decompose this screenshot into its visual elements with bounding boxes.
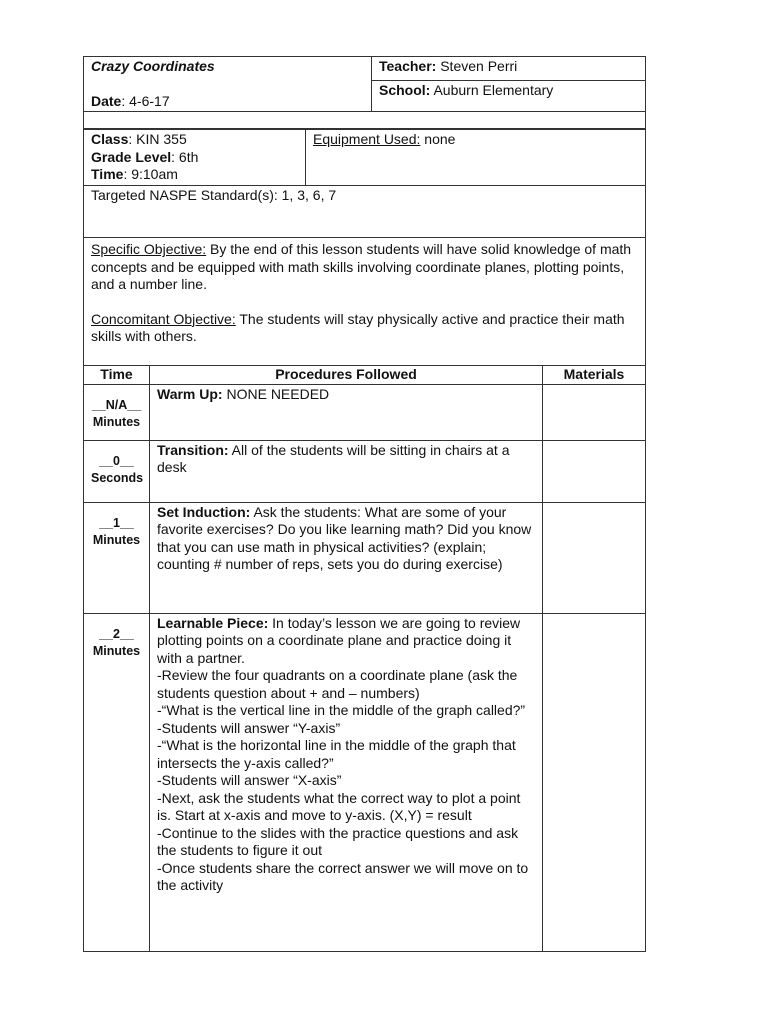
standards-cell (84, 186, 646, 238)
specific-objective (91, 241, 638, 294)
time-amount: __0__ (99, 453, 134, 468)
materials-cell (543, 440, 646, 502)
procedure-step: -Continue to the slides with the practice questions and ask the students to figure it out (157, 824, 519, 858)
procedure-intro (157, 615, 535, 668)
equipment-value: none (420, 131, 456, 147)
materials-cell (543, 613, 646, 951)
procedure-cell (150, 502, 543, 613)
procedures-header-row (84, 366, 646, 385)
time-unit: Minutes (92, 533, 141, 547)
specific-objective-text: By the end of this lesson students will have solid knowledge of math concepts and be equipped with math skills involving coordinate planes, plotting points, and a number line. (91, 241, 632, 292)
equipment-cell (306, 129, 646, 186)
procedure-step: -“What is the horizontal line in the middle of the graph that intersects the y-axis called?” (157, 737, 516, 771)
materials-header: Materials (543, 366, 646, 385)
lesson-title-cell (84, 57, 372, 112)
procedures-table (83, 365, 646, 952)
lesson-title: Crazy Coordinates (91, 58, 215, 74)
time-unit: Minutes (92, 415, 141, 429)
time-amount: __2__ (99, 626, 134, 641)
procedure-step: -Review the four quadrants on a coordinate plane (ask the students question about + and – numbers) (157, 667, 518, 701)
grade-label: Grade Level (91, 148, 172, 165)
spacer-row (84, 112, 646, 130)
time-cell (84, 440, 150, 502)
time-unit: Minutes (92, 644, 141, 658)
procedure-label: Warm Up: (157, 385, 223, 402)
procedure-label: Transition: (157, 441, 229, 458)
time-amount: __N/A__ (91, 397, 142, 412)
class-value: : KIN 355 (128, 131, 187, 147)
date-label: Date (91, 92, 122, 109)
procedures-header: Procedures Followed (150, 366, 543, 385)
date-value: : 4-6-17 (121, 92, 170, 109)
equipment-label: Equipment Used: (313, 131, 421, 147)
class-info-cell (84, 129, 306, 186)
time-cell (84, 384, 150, 440)
specific-objective-label: Specific Objective: (91, 241, 207, 257)
procedure-cell (150, 384, 543, 440)
time-cell (84, 502, 150, 613)
grade-value: : 6th (171, 148, 199, 165)
materials-cell (543, 384, 646, 440)
time-line (91, 166, 298, 184)
procedure-step: -“What is the vertical line in the middle of the graph called?” (157, 702, 526, 718)
time-amount: __1__ (99, 515, 134, 530)
table-row (84, 613, 646, 951)
time-label: Time (91, 166, 124, 182)
objectives-cell (84, 238, 646, 366)
procedure-text: NONE NEEDED (222, 385, 330, 402)
procedure-step: -Next, ask the students what the correct way to plot a point is. Start at x-axis and move to y-axis. (X,Y) = result (157, 789, 521, 823)
time-value: : 9:10am (123, 166, 178, 182)
class-info-table (83, 128, 646, 366)
school-label: School: (379, 82, 431, 99)
procedure-label: Set Induction: (157, 503, 251, 520)
table-row (84, 440, 646, 502)
table-row (84, 502, 646, 613)
date-line (91, 93, 364, 111)
time-header: Time (84, 366, 150, 385)
school-cell (372, 81, 646, 112)
school-value: Auburn Elementary (430, 82, 554, 99)
time-cell (84, 613, 150, 951)
class-line (91, 131, 298, 149)
teacher-cell (372, 57, 646, 81)
procedure-step: -Students will answer “Y-axis” (157, 719, 341, 736)
concomitant-objective (91, 311, 638, 346)
time-unit: Seconds (91, 471, 144, 485)
procedure-text: Ask the students: What are some of your favorite exercises? Do you like learning math? Did you know that you can use math in physical activities? (explain; counting # number of reps, sets you do during exercise) (157, 503, 532, 572)
concomitant-objective-label: Concomitant Objective: (91, 310, 236, 327)
grade-line (91, 149, 298, 167)
procedure-cell (150, 440, 543, 502)
procedure-step: -Students will answer “X-axis” (157, 772, 342, 788)
teacher-value: Steven Perri (436, 58, 518, 74)
header-table (83, 56, 646, 130)
table-row (84, 384, 646, 440)
procedure-label: Learnable Piece: (157, 614, 269, 631)
procedure-cell (150, 613, 543, 951)
procedure-text: All of the students will be sitting in chairs at a desk (157, 441, 510, 475)
procedure-step: -Once students share the correct answer we will move on to the activity (157, 859, 529, 893)
concomitant-objective-text: The students will stay physically active and practice their math skills with others. (91, 310, 625, 344)
standards-text: Targeted NASPE Standard(s): 1, 3, 6, 7 (91, 187, 337, 203)
materials-cell (543, 502, 646, 613)
class-label: Class (91, 131, 129, 147)
teacher-label: Teacher: (379, 58, 437, 74)
procedure-text: In today’s lesson we are going to review plotting points on a coordinate plane and practice doing it with a partner. (157, 614, 521, 666)
